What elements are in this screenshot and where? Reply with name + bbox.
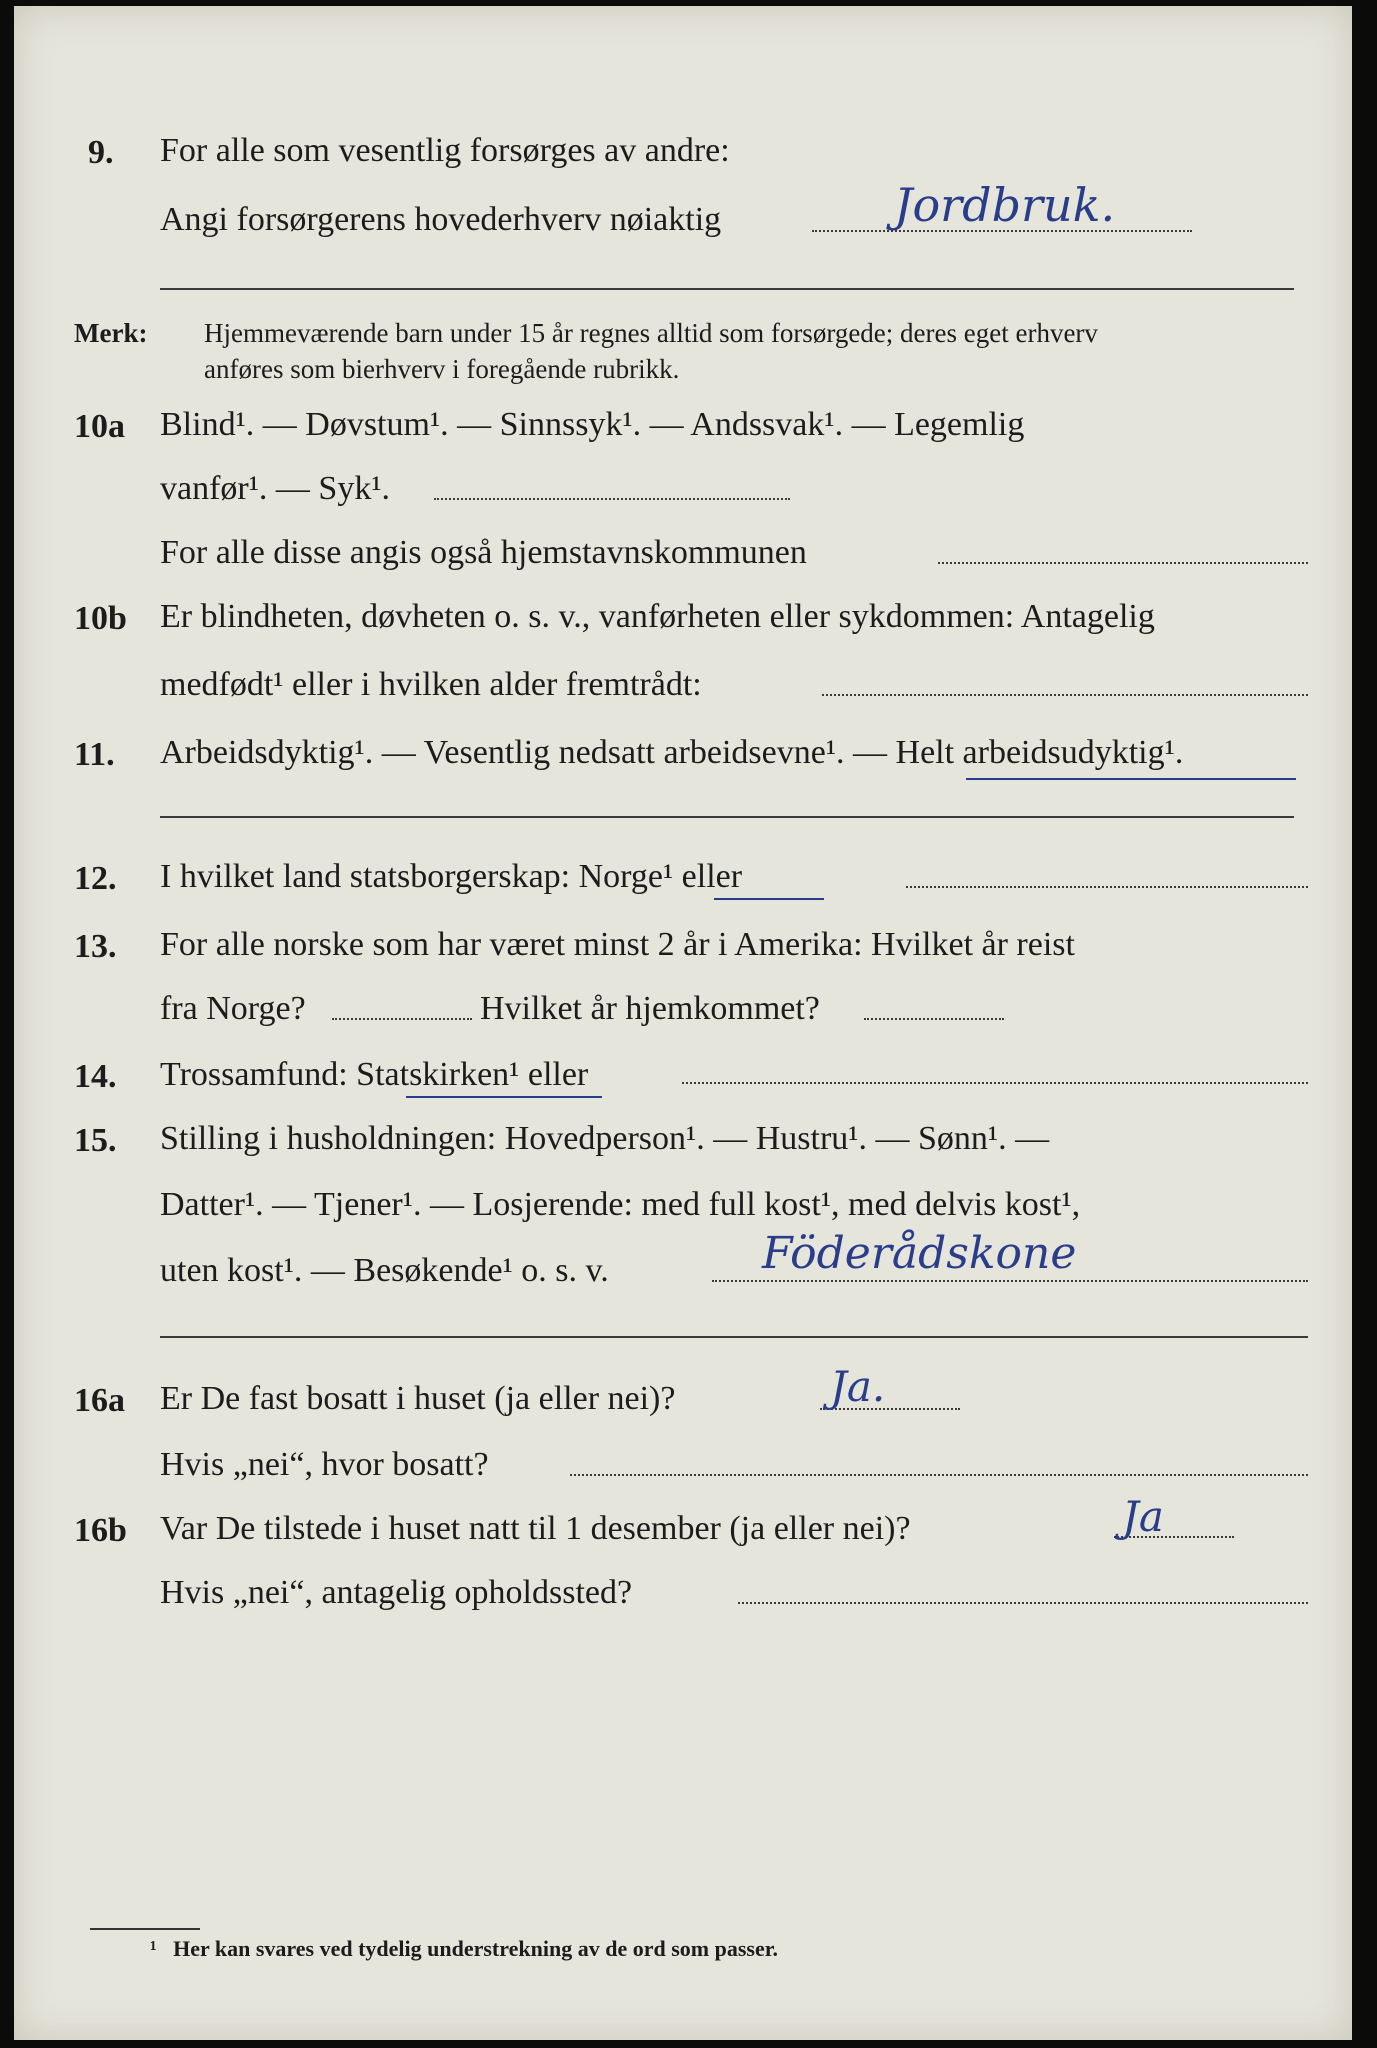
question-16a-bosatt-line <box>570 1474 1308 1476</box>
question-10a-line2: vanfør¹. — Syk¹. <box>160 470 391 507</box>
question-10b-answer-line <box>822 694 1308 696</box>
question-14-text: Trossamfund: Statskirken¹ eller <box>160 1056 589 1093</box>
merk-line1: Hjemmeværende barn under 15 år regnes alltid som forsørgede; deres eget erhverv <box>204 318 1098 348</box>
question-12-answer-line <box>906 886 1308 888</box>
question-15-handwritten-answer: Föderådskone <box>762 1228 1077 1279</box>
question-15-rule <box>160 1336 1308 1338</box>
footnote-rule <box>90 1928 200 1930</box>
question-13-line2b: Hvilket år hjemkommet? <box>480 990 820 1027</box>
question-16b-opholdssted-line <box>738 1602 1308 1604</box>
footnote: ¹ Her kan svares ved tydelig understrekning av de ord som passer. <box>150 1936 778 1961</box>
question-12-number: 12. <box>74 860 117 897</box>
question-11-rule <box>160 816 1294 818</box>
question-13-hjemkommet-line <box>864 1018 1004 1020</box>
question-12-handwritten-underline <box>714 898 824 900</box>
question-15-line1: Stilling i husholdningen: Hovedperson¹. — Hustru¹. — Sønn¹. — <box>160 1120 1050 1157</box>
question-10a-line3: For alle disse angis også hjemstavnskommunen <box>160 534 807 571</box>
question-11-text: Arbeidsdyktig¹. — Vesentlig nedsatt arbeidsevne¹. — Helt arbeidsudyktig¹. <box>160 734 1184 771</box>
question-9-line2: Angi forsørgerens hovederhverv nøiaktig <box>160 201 722 238</box>
question-9-rule <box>160 288 1294 290</box>
question-10a-number: 10a <box>74 408 125 445</box>
question-16a-number: 16a <box>74 1382 125 1419</box>
question-14-number: 14. <box>74 1058 117 1095</box>
question-15-answer-line <box>712 1280 1308 1282</box>
question-13-number: 13. <box>74 928 117 965</box>
question-9-number: 9. <box>88 134 114 171</box>
question-16a-line1: Er De fast bosatt i huset (ja eller nei)? <box>160 1380 676 1417</box>
question-16a-line2: Hvis „nei“, hvor bosatt? <box>160 1446 489 1483</box>
question-11-number: 11. <box>74 736 115 773</box>
question-11-handwritten-underline <box>966 778 1296 780</box>
question-13-line2a: fra Norge? <box>160 990 306 1027</box>
question-14-selected-option: Statskirken¹ <box>356 1056 520 1093</box>
question-10a-kommune-line <box>938 562 1308 564</box>
question-15-number: 15. <box>74 1122 117 1159</box>
question-11-selected-option: Helt arbeidsudyktig¹. <box>895 734 1184 771</box>
merk-line2: anføres som bierhverv i foregående rubrikk. <box>204 354 680 384</box>
question-14-handwritten-underline <box>406 1096 602 1098</box>
question-10a-line1: Blind¹. — Døvstum¹. — Sinnssyk¹. — Andssvak¹. — Legemlig <box>160 406 1025 443</box>
question-12-text: I hvilket land statsborgerskap: Norge¹ eller <box>160 858 743 895</box>
question-9-handwritten-answer: Jordbruk. <box>894 178 1116 232</box>
question-10b-number: 10b <box>74 600 127 637</box>
census-form-page <box>14 6 1352 2040</box>
question-16b-line2: Hvis „nei“, antagelig opholdssted? <box>160 1574 633 1611</box>
merk-label: Merk: <box>74 318 148 348</box>
question-15-line3: uten kost¹. — Besøkende¹ o. s. v. <box>160 1252 609 1289</box>
question-10a-syk-line <box>434 498 790 500</box>
question-16a-handwritten-answer: Ja. <box>830 1362 886 1411</box>
question-13-line1: For alle norske som har været minst 2 år i Amerika: Hvilket år reist <box>160 926 1075 963</box>
question-16b-line1: Var De tilstede i huset natt til 1 desember (ja eller nei)? <box>160 1510 911 1547</box>
question-16b-number: 16b <box>74 1512 127 1549</box>
question-10b-line1: Er blindheten, døvheten o. s. v., vanførheten eller sykdommen: Antagelig <box>160 598 1155 635</box>
question-15-line2: Datter¹. — Tjener¹. — Losjerende: med full kost¹, med delvis kost¹, <box>160 1186 1081 1223</box>
question-14-answer-line <box>682 1082 1308 1084</box>
question-16b-handwritten-answer: Ja <box>1122 1492 1164 1541</box>
question-13-reist-line <box>332 1018 472 1020</box>
question-9-line1: For alle som vesentlig forsørges av andre: <box>160 132 730 169</box>
question-10b-line2: medfødt¹ eller i hvilken alder fremtrådt: <box>160 666 702 703</box>
question-12-selected-option: Norge¹ <box>578 858 674 895</box>
